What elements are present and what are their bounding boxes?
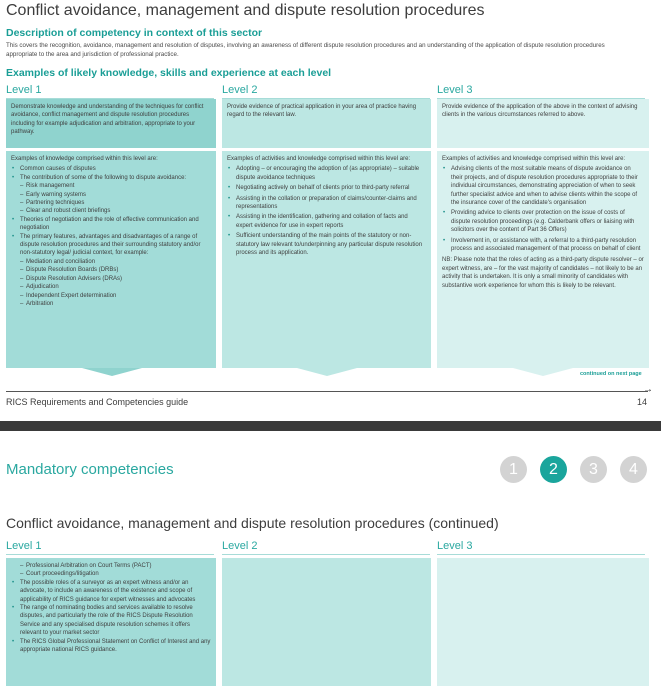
p2-level-3-examples (437, 558, 649, 686)
page-title-continued: Conflict avoidance, management and dispute resolution procedures (continued) (6, 515, 499, 531)
list-item: • Negotiating actively on behalf of clients prior to third-party referral (236, 184, 426, 192)
level-1-description (6, 99, 216, 148)
level-1-list (11, 165, 211, 308)
sub-list-item: – Mediation and conciliation (20, 258, 211, 266)
p2-level-1-examples (6, 558, 216, 686)
level-2-description-text: Provide evidence of practical application in your area of practice having regard to the relevant law. (227, 104, 417, 119)
level-3-examples (437, 151, 649, 368)
footer-title: RICS Requirements and Competencies guide (6, 397, 189, 407)
step-3[interactable]: 3 (580, 456, 607, 483)
page-title: Conflict avoidance, management and dispute resolution procedures (6, 2, 485, 19)
sub-list-item: – Risk management (20, 182, 211, 190)
level-3-description-text: Provide evidence of the application of the above in the context of advising clients in the various circumstances referred to above. (442, 104, 638, 119)
p2-level-2-examples (222, 558, 431, 686)
level-3-note: NB: Please note that the roles of acting as a third-party dispute resolver – or expert witness, are – for the vast majority of candidates – not likely to be an activity that is undertaken. It is only a small minority of candidates with substantive work experience for whom this is likely to be relevant. (442, 257, 644, 289)
list-item: • Advising clients of the most suitable means of dispute avoidance on their projects, and of dispute resolution procedures appropriate to their individual circumstances, demonstrating appreciation of when to seek further specialist advice and when to advise clients within the scope of the insurance cover of the candidate's organisation (451, 165, 644, 207)
sub-list-item: – Partnering techniques (20, 199, 211, 207)
description-text: This covers the recognition, avoidance, management and resolution of disputes, involving an awareness of different dispute resolution procedures and an understanding of the application of dispute resolution procedures appropriate to the area and jurisdiction of professional practice. (6, 42, 605, 58)
level-3-examples-intro: Examples of activities and knowledge comprised within this level are: (442, 156, 626, 162)
sub-list-item: – Dispute Resolution Advisers (DRAs) (20, 275, 211, 283)
p2-level-2-heading: Level 2 (222, 540, 430, 555)
level-2-examples (222, 151, 431, 368)
sub-list-item: – Court proceedings/litigation (20, 570, 211, 578)
level-3-arrow (513, 368, 573, 376)
level-1-heading: Level 1 (6, 84, 214, 99)
sub-list-item: – Independent Expert determination (20, 292, 211, 300)
page-number: 14 (637, 397, 648, 407)
level-1-examples (6, 151, 216, 368)
continued-label: continued on next page (580, 371, 642, 377)
level-3-list (442, 165, 644, 253)
step-4[interactable]: 4 (620, 456, 647, 483)
page-divider (0, 421, 661, 431)
step-1[interactable]: 1 (500, 456, 527, 483)
list-item: • The primary features, advantages and disadvantages of a range of dispute resolution procedures and their surrounding statutory and/or non-statutory legal/ judicial context, for example: (20, 233, 211, 258)
p2-level-1-list (11, 562, 211, 654)
footer-divider (6, 391, 648, 392)
sub-list-item: – Adjudication (20, 283, 211, 291)
sub-list-item: – Arbitration (20, 300, 211, 308)
sub-list-item: – Clear and robust client briefings (20, 207, 211, 215)
list-item: • Sufficient understanding of the main points of the statutory or non-statutory law relevant to/underpinning any particular dispute resolution process and its application. (236, 232, 426, 257)
sub-list-item: – Dispute Resolution Boards (DRBs) (20, 266, 211, 274)
level-2-list (227, 165, 426, 257)
step-2-active[interactable]: 2 (540, 456, 567, 483)
level-3-heading: Level 3 (437, 84, 645, 99)
p2-level-1-heading: Level 1 (6, 540, 214, 555)
level-2-examples-intro: Examples of activities and knowledge comprised within this level are: (227, 156, 411, 162)
list-item: • The contribution of some of the following to dispute avoidance: (20, 174, 211, 182)
list-item: • Adopting – or encouraging the adoption of (as appropriate) – suitable dispute avoidance techniques (236, 165, 426, 182)
list-item: • Involvement in, or assistance with, a referral to a third-party resolution process and associated management of that process on behalf of client (451, 237, 644, 254)
list-item: • The RICS Global Professional Statement on Conflict of Interest and any appropriate national RICS guidance. (20, 638, 211, 655)
list-item: • The range of nominating bodies and services available to resolve disputes, and particularly the role of the RICS Dispute Resolution Service and any specialised dispute resolution schemes it offers relevant to your market sector (20, 604, 211, 638)
page-15 (0, 431, 661, 690)
list-item: • Theories of negotiation and the role of effective communication and negotiation (20, 216, 211, 233)
level-3-description (437, 99, 649, 148)
level-2-description (222, 99, 431, 148)
level-2-arrow (297, 368, 357, 376)
section-heading: Mandatory competencies (6, 461, 174, 478)
list-item: • Providing advice to clients over protection on the issue of costs of dispute resolution proceedings (e.g. Calderbank offers or liaising with solicitors over the content of Part 36 Offers) (451, 209, 644, 234)
description-heading: Description of competency in context of this sector (6, 27, 263, 39)
list-item: • Common causes of disputes (20, 165, 211, 173)
list-item: • The possible roles of a surveyor as an expert witness and/or an advocate, to include an awareness of the existence and scope of applicability of RICS guidance for expert witnesses and advocates (20, 579, 211, 604)
sub-list-item: – Professional Arbitration on Court Terms (PACT) (20, 562, 211, 570)
level-2-heading: Level 2 (222, 84, 430, 99)
sub-list-item: – Early warning systems (20, 191, 211, 199)
list-item: • Assisting in the collation or preparation of claims/counter-claims and representations (236, 195, 426, 212)
examples-heading: Examples of likely knowledge, skills and experience at each level (6, 67, 332, 79)
list-item: • Assisting in the identification, gathering and collation of facts and expert evidence for use in expert reports (236, 213, 426, 230)
level-1-examples-intro: Examples of knowledge comprised within this level are: (11, 156, 158, 162)
level-1-description-text: Demonstrate knowledge and understanding of the techniques for conflict avoidance, conflict management and dispute resolution procedures including for example adjudication and arbitration, appropriate to your pathway. (11, 104, 204, 136)
level-1-arrow (82, 368, 142, 376)
p2-level-3-heading: Level 3 (437, 540, 645, 555)
next-page-arrow-icon[interactable]: → (643, 384, 653, 395)
